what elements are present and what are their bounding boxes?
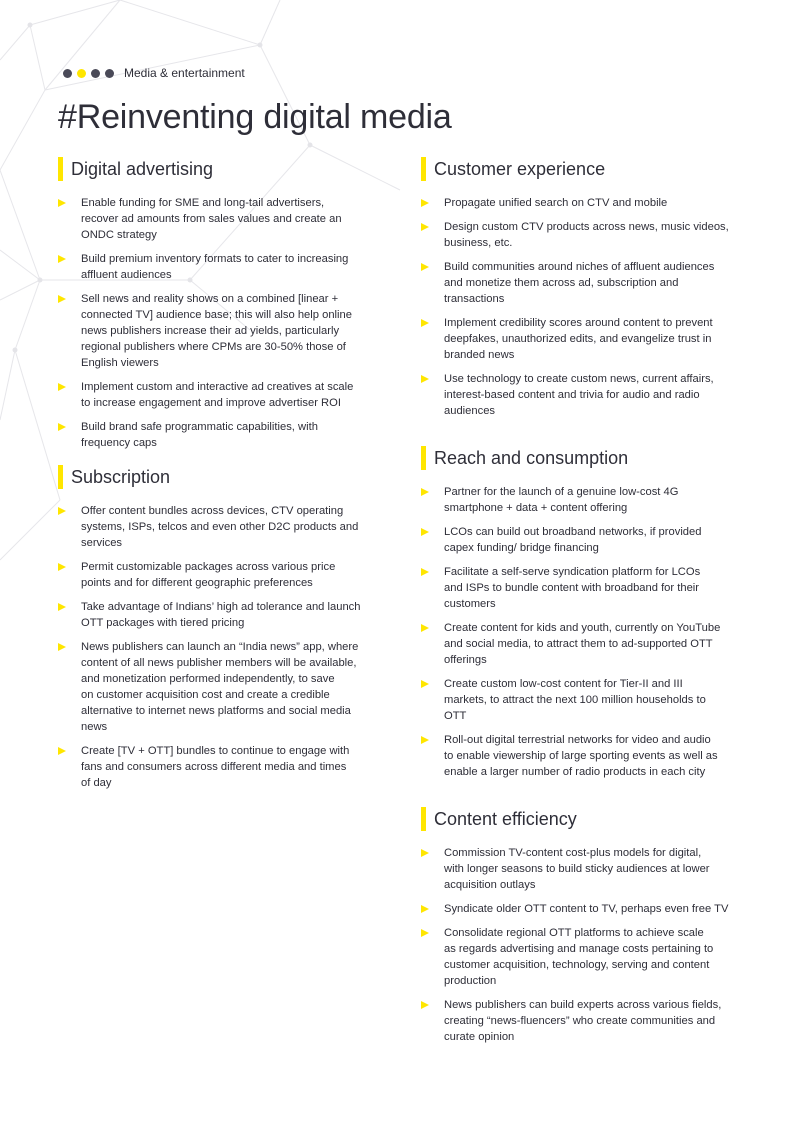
list-item xyxy=(58,419,378,451)
list-item-line: to enable viewership of large sporting events as well as xyxy=(444,750,718,762)
list-item-line: Propagate unified search on CTV and mobile xyxy=(444,197,668,209)
section-heading: Reach and consumption xyxy=(434,447,629,468)
list-item-line: Implement credibility scores around content to prevent xyxy=(444,317,713,329)
list-item-line: Create custom low-cost content for Tier-II and III xyxy=(444,678,683,690)
list-item-line: Enable funding for SME and long-tail advertisers, xyxy=(81,197,325,209)
list-item xyxy=(421,524,751,556)
list-item xyxy=(421,259,751,307)
dot-icon xyxy=(91,69,100,78)
bullet-arrow-icon xyxy=(58,747,66,755)
list-item-line: customers xyxy=(444,598,496,610)
bullet-arrow-icon xyxy=(58,423,66,431)
bullet-arrow-icon xyxy=(421,905,429,913)
list-item xyxy=(58,559,378,591)
list-item-line: acquisition outlays xyxy=(444,879,536,891)
list-item-line: fans and consumers across different media and times xyxy=(81,761,347,773)
list-item-line: offerings xyxy=(444,654,487,666)
list-item-line: News publishers can launch an “India news” app, where xyxy=(81,641,359,653)
list-item xyxy=(421,564,751,612)
list-item-line: Partner for the launch of a genuine low-cost 4G xyxy=(444,486,679,498)
list-item-line: Build communities around niches of affluent audiences xyxy=(444,261,715,273)
list-item-line: smartphone + data + content offering xyxy=(444,502,628,514)
list-item-line: systems, ISPs, telcos and even other D2C products and xyxy=(81,521,359,533)
bullet-arrow-icon xyxy=(421,319,429,327)
list-item-line: audiences xyxy=(444,405,496,417)
page-title: #Reinventing digital media xyxy=(58,98,452,136)
list-item-line: business, etc. xyxy=(444,237,513,249)
list-item xyxy=(58,291,378,371)
list-item-line: News publishers can build experts across various fields, xyxy=(444,999,722,1011)
dot-icon xyxy=(63,69,72,78)
list-item-line: and ISPs to bundle content with broadband for their xyxy=(444,582,699,594)
section-heading: Customer experience xyxy=(434,158,606,179)
bullet-arrow-icon xyxy=(58,563,66,571)
bullet-arrow-icon xyxy=(421,736,429,744)
list-item-line: Take advantage of Indians’ high ad tolerance and launch xyxy=(81,601,361,613)
list-item-line: Create content for kids and youth, currently on YouTube xyxy=(444,622,721,634)
bullet-arrow-icon xyxy=(58,603,66,611)
list-item-line: capex funding/ bridge financing xyxy=(444,542,599,554)
list-item-line: ONDC strategy xyxy=(81,229,157,241)
list-item-line: Roll-out digital terrestrial networks for video and audio xyxy=(444,734,711,746)
bullet-arrow-icon xyxy=(421,488,429,496)
list-item-line: and social media, to attract them to ad-supported OTT xyxy=(444,638,713,650)
list-item-line: to increase engagement and improve advertiser ROI xyxy=(81,397,341,409)
bullet-arrow-icon xyxy=(421,263,429,271)
list-item-line: with longer seasons to build sticky audiences at lower xyxy=(444,863,710,875)
list-item-line: Build brand safe programmatic capabilities, with xyxy=(81,421,318,433)
bullet-list xyxy=(58,503,378,791)
bullet-arrow-icon xyxy=(58,295,66,303)
bullet-arrow-icon xyxy=(421,528,429,536)
list-item xyxy=(421,732,751,780)
list-item xyxy=(58,379,378,411)
list-item-line: and monetization performed independently, to save xyxy=(81,673,335,685)
list-item-line: services xyxy=(81,537,123,549)
list-item-line: and monetize them across ad, subscription and xyxy=(444,277,679,289)
section-accent-bar xyxy=(421,446,426,470)
dot-icon-highlight xyxy=(77,69,86,78)
list-item xyxy=(58,503,378,551)
bullet-arrow-icon xyxy=(421,199,429,207)
list-item-line: production xyxy=(444,975,497,987)
section-heading: Subscription xyxy=(71,466,171,487)
bullet-arrow-icon xyxy=(58,643,66,651)
section-reach-consumption xyxy=(421,446,751,788)
section-customer-experience xyxy=(421,157,751,427)
list-item-line: affluent audiences xyxy=(81,269,172,281)
list-item xyxy=(421,676,751,724)
section-heading: Digital advertising xyxy=(71,158,214,179)
list-item-line: Sell news and reality shows on a combined [linear + xyxy=(81,293,339,305)
bullet-list xyxy=(421,195,751,419)
list-item-line: deepfakes, unauthorized edits, and evangelize trust in xyxy=(444,333,712,345)
list-item xyxy=(421,997,751,1045)
list-item xyxy=(421,845,751,893)
list-item-line: interest-based content and trivia for audio and radio xyxy=(444,389,700,401)
list-item-line: regional publishers where CPMs are 30-50% those of xyxy=(81,341,346,353)
category-label: Media & entertainment xyxy=(124,66,245,80)
list-item-line: Create [TV + OTT] bundles to continue to engage with xyxy=(81,745,350,757)
list-item xyxy=(58,251,378,283)
category-tag xyxy=(63,66,245,80)
list-item-line: Facilitate a self-serve syndication platform for LCOs xyxy=(444,566,701,578)
bullet-arrow-icon xyxy=(58,255,66,263)
list-item-line: OTT xyxy=(444,710,467,722)
list-item-line: Syndicate older OTT content to TV, perhaps even free TV xyxy=(444,903,729,915)
bullet-arrow-icon xyxy=(58,383,66,391)
list-item-line: enable a larger number of radio products in each city xyxy=(444,766,706,778)
list-item-line: alternative to internet news platforms and social media xyxy=(81,705,351,717)
section-digital-advertising xyxy=(58,157,378,459)
list-item xyxy=(58,195,378,243)
bullet-arrow-icon xyxy=(421,624,429,632)
bullet-arrow-icon xyxy=(421,375,429,383)
list-item-line: content of all news publisher members will be available, xyxy=(81,657,357,669)
bullet-arrow-icon xyxy=(421,1001,429,1009)
list-item xyxy=(421,219,751,251)
list-item-line: English viewers xyxy=(81,357,159,369)
list-item-line: recover ad amounts from sales values and create an xyxy=(81,213,342,225)
bullet-list xyxy=(421,484,751,780)
list-item-line: Commission TV-content cost-plus models for digital, xyxy=(444,847,702,859)
list-item-line: Implement custom and interactive ad creatives at scale xyxy=(81,381,354,393)
bullet-arrow-icon xyxy=(58,199,66,207)
bullet-arrow-icon xyxy=(421,680,429,688)
list-item-line: connected TV] audience base; this will also help online xyxy=(81,309,352,321)
list-item-line: of day xyxy=(81,777,112,789)
list-item-line: Design custom CTV products across news, music videos, xyxy=(444,221,729,233)
bullet-arrow-icon xyxy=(421,223,429,231)
list-item-line: on customer acquisition cost and create a credible xyxy=(81,689,330,701)
section-heading: Content efficiency xyxy=(434,808,577,829)
list-item-line: Permit customizable packages across various price xyxy=(81,561,336,573)
bullet-list xyxy=(421,845,751,1045)
list-item-line: markets, to attract the next 100 million households to xyxy=(444,694,706,706)
bullet-arrow-icon xyxy=(421,929,429,937)
list-item xyxy=(58,639,378,735)
bullet-list xyxy=(58,195,378,451)
section-content-efficiency xyxy=(421,807,751,1053)
list-item-line: Build premium inventory formats to cater to increasing xyxy=(81,253,349,265)
list-item xyxy=(421,315,751,363)
list-item-line: frequency caps xyxy=(81,437,157,449)
dot-icon xyxy=(105,69,114,78)
list-item-line: customer acquisition, technology, serving and content xyxy=(444,959,710,971)
list-item-line: news xyxy=(81,721,108,733)
list-item-line: curate opinion xyxy=(444,1031,515,1043)
list-item xyxy=(58,743,378,791)
list-item xyxy=(421,620,751,668)
list-item xyxy=(421,484,751,516)
section-accent-bar xyxy=(58,157,63,181)
list-item-line: news publishers increase their ad yields, particularly xyxy=(81,325,340,337)
list-item xyxy=(421,195,751,211)
list-item-line: creating “news-fluencers” who create communities and xyxy=(444,1015,716,1027)
section-accent-bar xyxy=(421,157,426,181)
list-item xyxy=(421,901,751,917)
bullet-arrow-icon xyxy=(421,849,429,857)
list-item-line: LCOs can build out broadband networks, if provided xyxy=(444,526,702,538)
bullet-arrow-icon xyxy=(421,568,429,576)
list-item-line: Use technology to create custom news, current affairs, xyxy=(444,373,714,385)
section-subscription xyxy=(58,465,378,799)
section-accent-bar xyxy=(421,807,426,831)
list-item xyxy=(421,371,751,419)
bullet-arrow-icon xyxy=(58,507,66,515)
list-item-line: Consolidate regional OTT platforms to achieve scale xyxy=(444,927,704,939)
list-item xyxy=(421,925,751,989)
list-item xyxy=(58,599,378,631)
list-item-line: OTT packages with tiered pricing xyxy=(81,617,245,629)
list-item-line: as regards advertising and manage costs pertaining to xyxy=(444,943,714,955)
section-accent-bar xyxy=(58,465,63,489)
list-item-line: points and for different geographic preferences xyxy=(81,577,313,589)
list-item-line: Offer content bundles across devices, CTV operating xyxy=(81,505,344,517)
list-item-line: branded news xyxy=(444,349,515,361)
list-item-line: transactions xyxy=(444,293,505,305)
